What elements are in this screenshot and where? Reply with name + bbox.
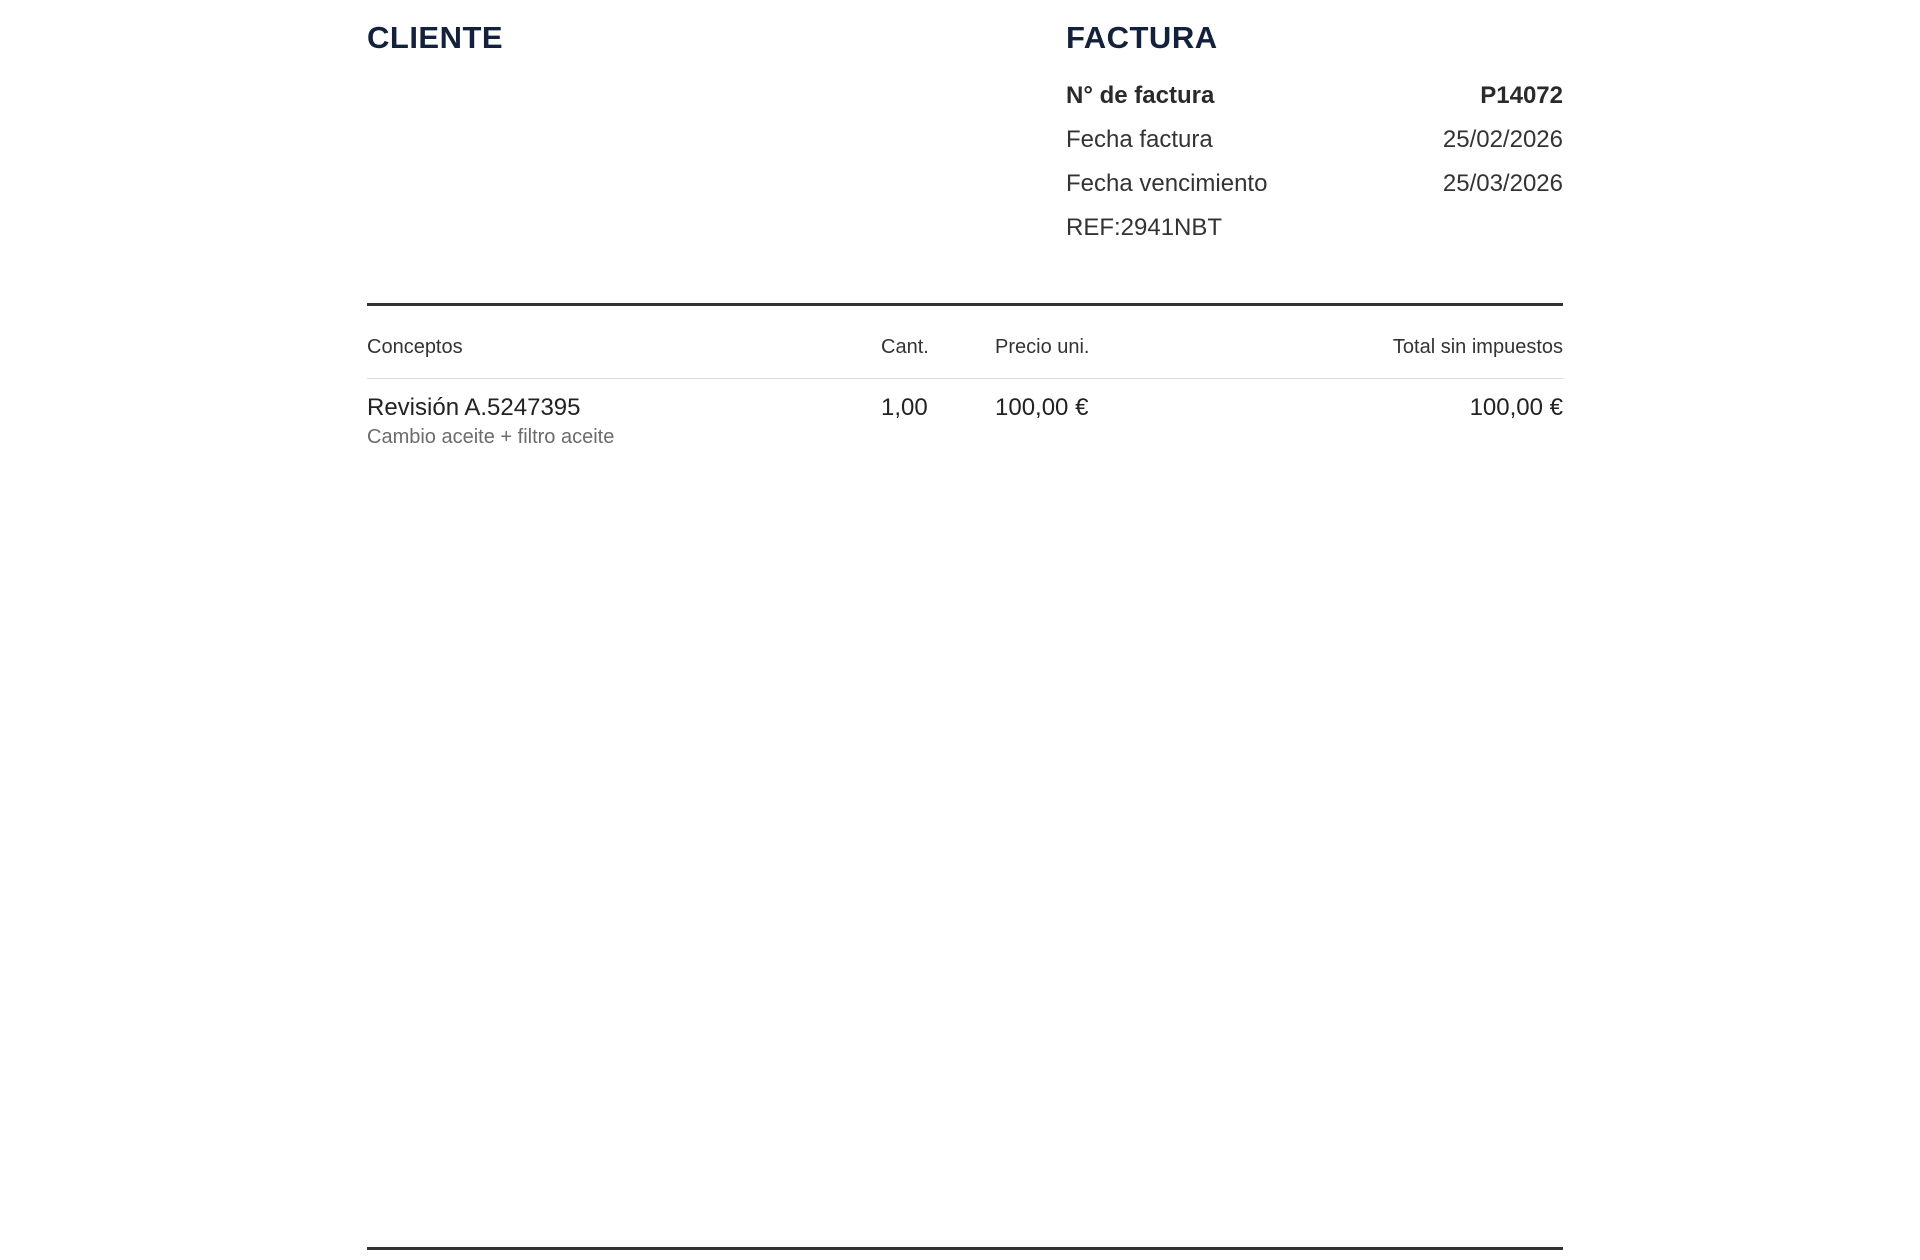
table-header — [367, 336, 1563, 376]
row-concept: Revisión A.5247395 — [367, 394, 581, 421]
invoice-date-label: Fecha factura — [1066, 126, 1213, 153]
header-concepts: Conceptos — [367, 336, 463, 358]
invoice-date-value: 25/02/2026 — [1442, 126, 1563, 153]
client-heading: CLIENTE — [367, 20, 504, 55]
table-bottom-divider — [367, 1247, 1563, 1250]
invoice-page — [367, 0, 1563, 1260]
table-row — [367, 394, 1563, 454]
due-date-row — [1066, 168, 1563, 212]
invoice-number-label: N° de factura — [1066, 82, 1215, 109]
invoice-number-row — [1066, 80, 1563, 124]
table-top-divider — [367, 303, 1563, 306]
row-total: 100,00 € — [1469, 394, 1563, 421]
row-unit-price: 100,00 € — [995, 394, 1089, 421]
row-description: Cambio aceite + filtro aceite — [367, 426, 615, 448]
invoice-details — [1066, 80, 1563, 244]
invoice-date-row — [1066, 124, 1563, 168]
due-date-label: Fecha vencimiento — [1066, 170, 1268, 197]
header-quantity: Cant. — [881, 336, 929, 358]
due-date-value: 25/03/2026 — [1442, 170, 1563, 197]
invoice-reference: REF:2941NBT — [1066, 214, 1223, 241]
row-quantity: 1,00 — [881, 394, 928, 421]
header-total: Total sin impuestos — [1392, 336, 1563, 358]
invoice-heading: FACTURA — [1066, 20, 1218, 55]
table-header-divider — [367, 378, 1563, 379]
header-unit-price: Precio uni. — [995, 336, 1090, 358]
invoice-number-value: P14072 — [1480, 82, 1563, 109]
